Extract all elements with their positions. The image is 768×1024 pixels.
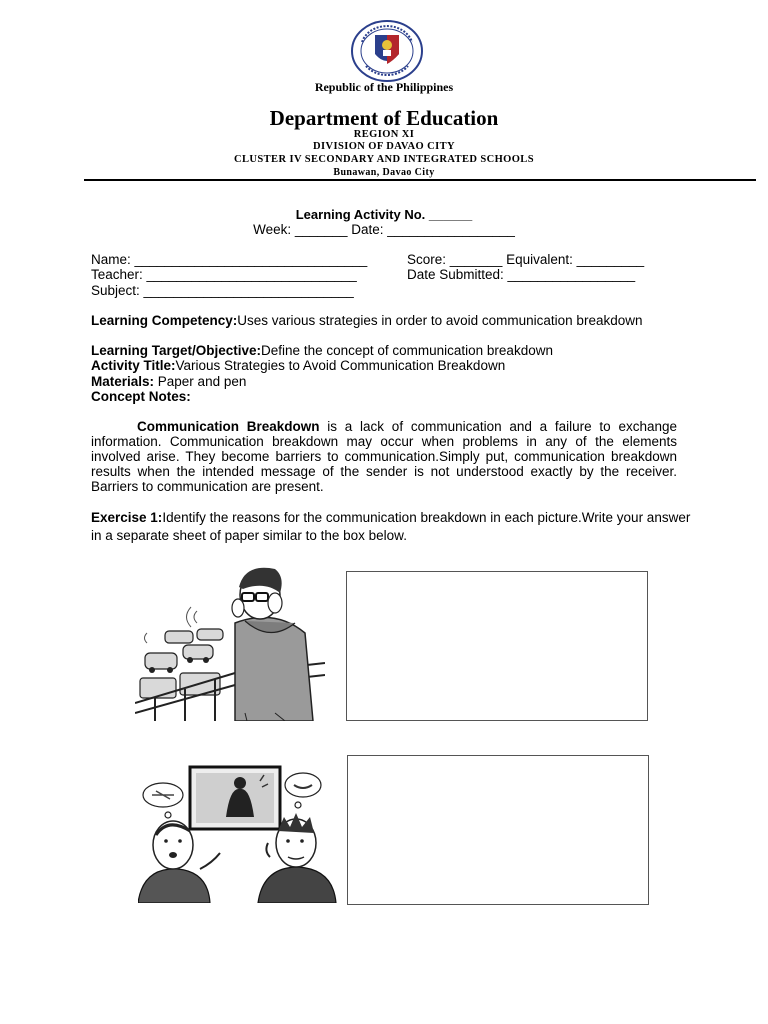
learning-activity-number: Learning Activity No. ______: [295, 207, 473, 222]
activity-label: Activity Title:: [91, 358, 176, 373]
materials-text: Paper and pen: [154, 374, 247, 389]
exercise-label: Exercise 1:: [91, 510, 163, 525]
activity-text: Various Strategies to Avoid Communication Breakdown: [175, 358, 506, 373]
deped-seal-logo: [350, 20, 424, 82]
target-text: Define the concept of communication breakdown: [261, 343, 553, 358]
republic-heading: Republic of the Philippines: [314, 80, 454, 94]
materials-label: Materials:: [91, 374, 155, 389]
concept-body: is a lack of communication and a failure to exchange information. Communication breakdown may occur when problems in any of the elements involved arise. They become barriers to communication.Simply put, communication breakdown results when the intended message of the sender is not understood exactly by the receiver. Barriers to communication are present.: [91, 419, 677, 494]
concept-paragraph: [91, 419, 677, 494]
cluster-line: CLUSTER IV SECONDARY AND INTEGRATED SCHOOLS: [234, 154, 534, 165]
week-date-line: Week: _______ Date: _________________: [253, 222, 515, 237]
department-title: Department of Education: [269, 106, 499, 130]
teacher-field: Teacher: ____________________________: [91, 267, 357, 282]
exercise-text: Identify the reasons for the communication breakdown in each picture.Write your answer in a separate sheet of paper similar to the box below.: [91, 510, 691, 543]
answer-box-1[interactable]: [346, 571, 648, 721]
learning-target: [91, 343, 681, 358]
location-line: Bunawan, Davao City: [333, 167, 435, 178]
date-submitted-field: Date Submitted: _________________: [407, 267, 636, 282]
answer-box-2[interactable]: [347, 755, 649, 905]
competency-label: Learning Competency:: [91, 313, 238, 328]
materials: [91, 374, 681, 389]
subject-field: Subject: ____________________________: [91, 283, 354, 298]
competency-text: Uses various strategies in order to avoid communication breakdown: [237, 313, 643, 328]
target-label: Learning Target/Objective:: [91, 343, 262, 358]
header-divider: [84, 179, 756, 181]
region-line: REGION XI: [353, 129, 415, 140]
name-field: Name: _______________________________: [91, 252, 368, 267]
concept-notes-heading: [91, 389, 681, 404]
concept-label: Concept Notes:: [91, 389, 191, 404]
concept-term: Communication Breakdown: [137, 419, 320, 434]
tv-conversation-illustration: [138, 757, 338, 903]
score-field: Score: _______ Equivalent: _________: [407, 252, 645, 267]
exercise-instructions: [91, 509, 691, 545]
traffic-phone-illustration: [135, 563, 325, 721]
activity-title: [91, 358, 681, 373]
learning-competency: [91, 313, 681, 328]
division-line: DIVISION OF DAVAO CITY: [313, 141, 455, 152]
